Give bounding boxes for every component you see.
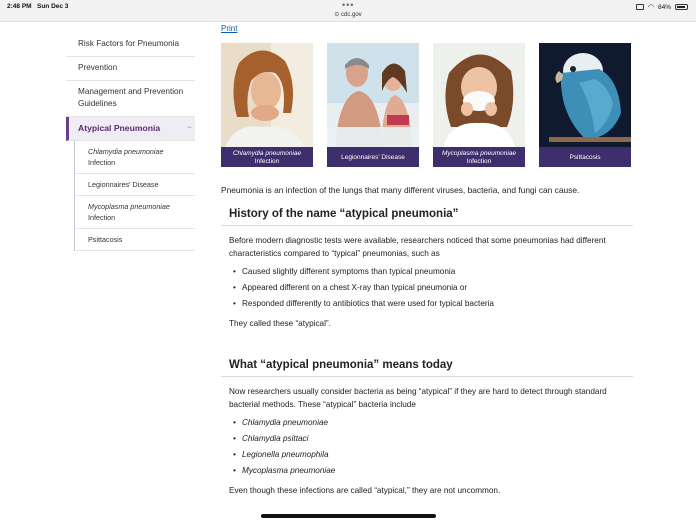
list-item: • Mycoplasma pneumoniae xyxy=(233,463,633,479)
couple-hot-tub-image xyxy=(327,43,419,147)
tile-legionnaires[interactable] xyxy=(327,43,419,167)
status-bar xyxy=(0,0,696,22)
tile-caption-text: Legionnaires' Disease xyxy=(341,154,405,161)
status-icons xyxy=(636,3,688,11)
section-heading: History of the name “atypical pneumonia” xyxy=(221,208,633,226)
girl-tissue-image xyxy=(433,43,525,147)
lock-icon: ⊙ xyxy=(334,12,341,18)
section-paragraph: Now researchers usually consider bacteria as being “atypical” if they are hard to detect through standard bacterial methods. These “atypical” bacteria include xyxy=(229,387,607,409)
list-item: • Responded differently to antibiotics that were used for typical bacteria xyxy=(233,296,633,312)
sidebar-subitem-label: Infection xyxy=(88,158,116,167)
tile-caption-text: Psittacosis xyxy=(569,154,601,161)
list-item: • Chlamydia psittaci xyxy=(233,431,633,447)
sidebar-nav xyxy=(66,33,195,251)
coughing-woman-image xyxy=(221,43,313,147)
device-icon xyxy=(636,4,644,10)
topic-tiles xyxy=(221,43,633,167)
wifi-icon: ◠ xyxy=(647,4,654,11)
tile-caption xyxy=(433,147,525,167)
tile-caption xyxy=(539,147,631,167)
print-link[interactable]: Print xyxy=(221,24,238,33)
sidebar-subitem-label: Legionnaires' Disease xyxy=(88,180,159,189)
battery-icon xyxy=(675,4,688,10)
intro-paragraph: Pneumonia is an infection of the lungs that many different viruses, bacteria, and fungi can cause. xyxy=(221,185,580,195)
sidebar-item-prevention[interactable]: Prevention xyxy=(66,57,195,81)
tile-caption-text: Infection xyxy=(254,158,280,165)
url-text: cdc.gov xyxy=(341,12,362,18)
tile-caption-italic: Mycoplasma pneumoniae xyxy=(441,150,517,157)
sidebar-item-atypical-pneumonia[interactable] xyxy=(66,117,195,141)
sidebar-subitem-psittacosis[interactable] xyxy=(75,229,195,251)
sidebar-item-guidelines[interactable]: Management and Prevention Guidelines xyxy=(66,81,195,117)
tile-caption xyxy=(327,147,419,167)
sidebar-subitem-chlamydia[interactable] xyxy=(75,141,195,174)
section-today xyxy=(221,359,633,497)
sidebar-subitem-italic: Chlamydia pneumoniae xyxy=(88,147,164,156)
bullet-list xyxy=(221,415,633,479)
section-heading: What “atypical pneumonia” means today xyxy=(221,359,633,377)
bullet-list xyxy=(221,264,633,312)
parakeet-image xyxy=(539,43,631,147)
battery-percent: 84% xyxy=(657,3,671,11)
status-date: Sun Dec 3 xyxy=(37,3,69,10)
section-closing: Even though these infections are called “atypical,” they are not uncommon. xyxy=(229,486,501,495)
home-indicator[interactable] xyxy=(261,514,436,518)
sidebar-item-label: Atypical Pneumonia xyxy=(78,123,161,133)
sidebar-subitems xyxy=(74,141,195,251)
section-paragraph: Before modern diagnostic tests were available, researchers noticed that some pneumonias had different characteristics compared to “typical” pneumonias, such as xyxy=(229,236,606,258)
sidebar-subitem-italic: Mycoplasma pneumoniae xyxy=(88,202,170,211)
tile-psittacosis[interactable] xyxy=(539,43,631,167)
sidebar-item-risk-factors[interactable]: Risk Factors for Pneumonia xyxy=(66,33,195,57)
list-item: • Chlamydia pneumoniae xyxy=(233,415,633,431)
sidebar-subitem-label: Infection xyxy=(88,213,116,222)
tile-caption xyxy=(221,147,313,167)
collapse-icon[interactable]: − xyxy=(186,122,192,132)
tile-chlamydia[interactable] xyxy=(221,43,313,167)
section-history xyxy=(221,208,633,330)
list-item: • Caused slightly different symptoms than typical pneumonia xyxy=(233,264,633,280)
sidebar-subitem-legionnaires[interactable] xyxy=(75,174,195,196)
list-item: • Appeared different on a chest X-ray than typical pneumonia or xyxy=(233,280,633,296)
sidebar-subitem-label: Psittacosis xyxy=(88,235,123,244)
tile-caption-text: Infection xyxy=(466,158,492,165)
section-closing: They called these “atypical”. xyxy=(229,319,331,328)
tile-caption-italic: Chlamydia pneumoniae xyxy=(232,150,302,157)
tile-mycoplasma[interactable] xyxy=(433,43,525,167)
status-time: 2:48 PM xyxy=(7,3,32,10)
sidebar-subitem-mycoplasma[interactable] xyxy=(75,196,195,229)
multitask-dots[interactable]: ••• xyxy=(342,0,355,10)
list-item: • Legionella pneumophila xyxy=(233,447,633,463)
address-bar[interactable] xyxy=(0,11,696,18)
